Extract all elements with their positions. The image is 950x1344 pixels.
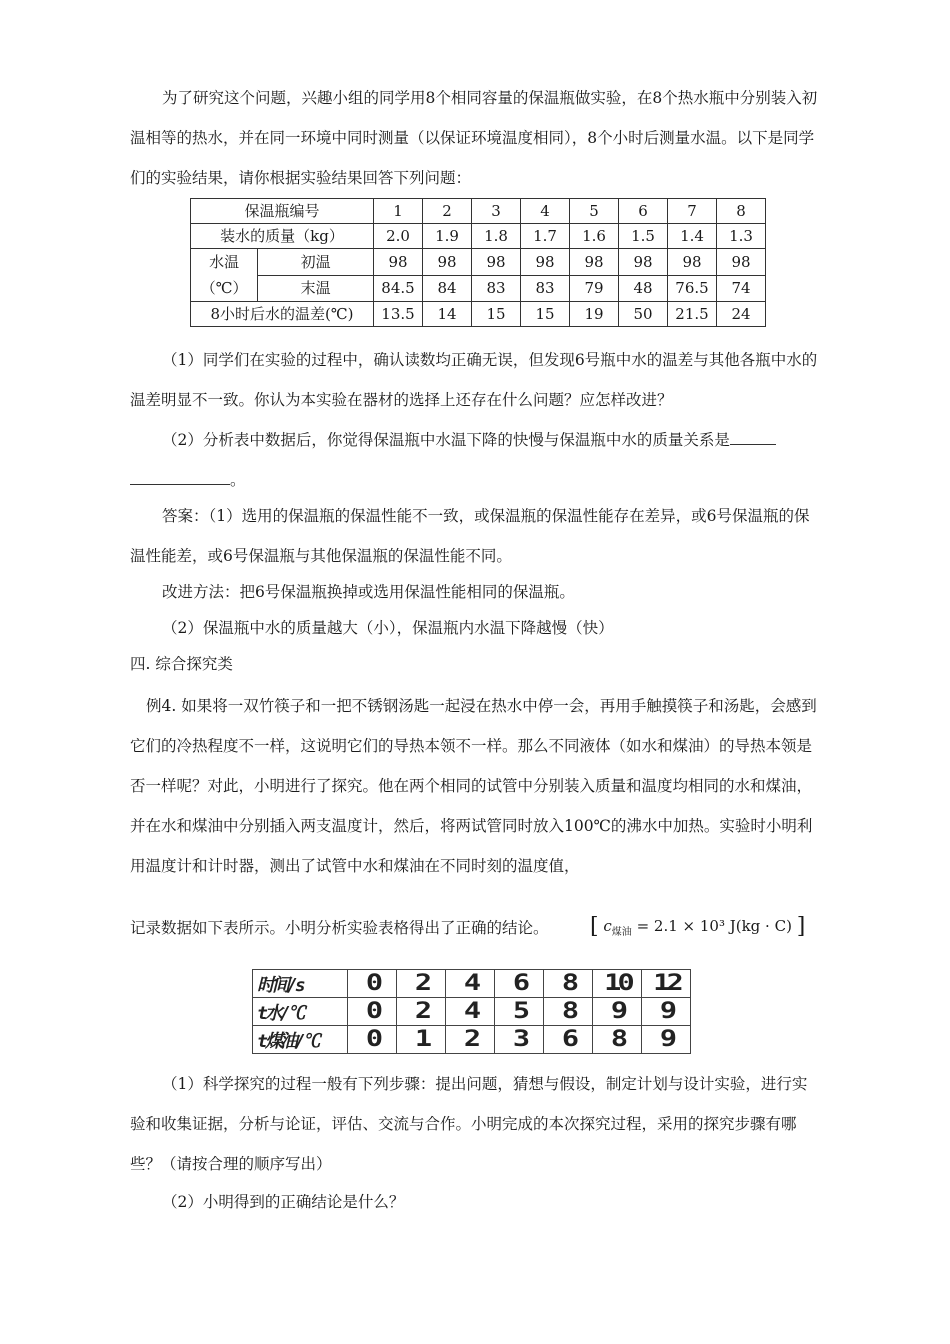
formula-c: c — [603, 917, 612, 935]
table-cell: 48 — [619, 275, 668, 302]
table-cell: 98 — [423, 249, 472, 276]
table-cell: 1.9 — [423, 224, 472, 249]
answer-blank[interactable] — [130, 466, 230, 485]
table-cell: 2.0 — [374, 224, 423, 249]
table-cell: t煤油/℃ — [253, 1026, 348, 1054]
table-cell: 98 — [717, 249, 766, 276]
water-temp-unit: （℃） — [200, 279, 248, 297]
table-cell: 0 — [340, 998, 404, 1026]
table-row — [191, 199, 766, 224]
table-cell: 4 — [521, 199, 570, 224]
table-row — [253, 998, 691, 1026]
table-cell: 8 — [536, 998, 600, 1026]
table-row — [191, 302, 766, 327]
table-cell: 9 — [634, 998, 698, 1026]
table-cell: 3 — [487, 1026, 551, 1054]
table-cell: 1.4 — [668, 224, 717, 249]
temperature-table — [252, 969, 691, 1054]
table-cell: 6 — [536, 1026, 600, 1054]
question-4: （2）小明得到的正确结论是什么？ — [162, 1193, 405, 1211]
table-row — [191, 249, 766, 276]
table-cell: 初温 — [258, 249, 374, 276]
table-cell: 84.5 — [374, 275, 423, 302]
table-cell: 2 — [389, 970, 453, 998]
table-cell: 98 — [521, 249, 570, 276]
thermos-table — [190, 198, 766, 327]
table-cell: 83 — [521, 275, 570, 302]
bracket-open: [ — [590, 914, 599, 939]
table-cell: 19 — [570, 302, 619, 327]
table-cell — [191, 249, 258, 302]
question-1: （1）同学们在实验的过程中，确认读数均正确无误，但发现6号瓶中水的温差与其他各瓶中水的温差明显不一致。你认为本实验在器材的选择上还存在什么问题？应怎样改进？ — [130, 351, 818, 409]
table-cell: 14 — [423, 302, 472, 327]
table-cell: 装水的质量（kg） — [191, 224, 374, 249]
table-cell: 2 — [389, 998, 453, 1026]
table-cell: 8 — [585, 1026, 649, 1054]
table-cell: 1.8 — [472, 224, 521, 249]
table-cell: 7 — [668, 199, 717, 224]
table-cell: 15 — [521, 302, 570, 327]
table-cell: 4 — [438, 970, 502, 998]
table-cell: 12 — [634, 970, 698, 998]
table-row — [191, 224, 766, 249]
table-cell: 2 — [423, 199, 472, 224]
table-cell: 98 — [668, 249, 717, 276]
table-cell: 2 — [438, 1026, 502, 1054]
table-cell: 84 — [423, 275, 472, 302]
table-row — [253, 1026, 691, 1054]
table-cell: 1.7 — [521, 224, 570, 249]
table-cell: 79 — [570, 275, 619, 302]
question-2-end: 。 — [230, 471, 246, 489]
table-cell: 5 — [570, 199, 619, 224]
table-cell: 10 — [585, 970, 649, 998]
table-cell: 1 — [389, 1026, 453, 1054]
table-cell: 98 — [472, 249, 521, 276]
table-cell: 74 — [717, 275, 766, 302]
table-cell: 21.5 — [668, 302, 717, 327]
table-cell: 保温瓶编号 — [191, 199, 374, 224]
water-temp-label: 水温 — [209, 253, 240, 271]
table-cell: 1.5 — [619, 224, 668, 249]
table-cell: 13.5 — [374, 302, 423, 327]
table-cell: 50 — [619, 302, 668, 327]
table-cell: 98 — [570, 249, 619, 276]
table-cell: 6 — [487, 970, 551, 998]
table-cell: 1.3 — [717, 224, 766, 249]
section-heading: 四. 综合探究类 — [130, 655, 233, 673]
table-cell: 时间/s — [253, 970, 348, 998]
improve-method: 改进方法：把6号保温瓶换掉或选用保温性能相同的保温瓶。 — [162, 583, 575, 601]
table-cell: 98 — [374, 249, 423, 276]
table-cell: 76.5 — [668, 275, 717, 302]
table-cell: 5 — [487, 998, 551, 1026]
table-cell: 0 — [340, 970, 404, 998]
specific-heat-formula — [590, 914, 805, 939]
record-text: 记录数据如下表所示。小明分析实验表格得出了正确的结论。 — [130, 919, 549, 937]
table-cell: 9 — [585, 998, 649, 1026]
question-2-cont — [130, 466, 820, 494]
formula-sub: 煤油 — [611, 927, 632, 938]
question-2-text: （2）分析表中数据后，你觉得保温瓶中水温下降的快慢与保温瓶中水的质量关系是 — [162, 431, 730, 449]
table-cell: 8小时后水的温差(℃) — [191, 302, 374, 327]
answer-paragraph: 答案：（1）选用的保温瓶的保温性能不一致，或保温瓶的保温性能存在差异，或6号保温瓶的保温性能差，或6号保温瓶与其他保温瓶的保温性能不同。 — [130, 507, 810, 565]
table-cell: 1.6 — [570, 224, 619, 249]
table-cell: 3 — [472, 199, 521, 224]
table-cell: 15 — [472, 302, 521, 327]
table-cell: 6 — [619, 199, 668, 224]
answer-blank[interactable] — [730, 426, 776, 445]
table-cell: 83 — [472, 275, 521, 302]
answer-2: （2）保温瓶中水的质量越大（小），保温瓶内水温下降越慢（快） — [162, 619, 614, 637]
table-cell: 9 — [634, 1026, 698, 1054]
table-cell: t水/℃ — [253, 998, 348, 1026]
table-cell: 1 — [374, 199, 423, 224]
question-2 — [162, 426, 820, 454]
table-row — [253, 970, 691, 998]
table-cell: 98 — [619, 249, 668, 276]
table-cell: 8 — [717, 199, 766, 224]
table-row — [191, 275, 766, 302]
example-4: 例4. 如果将一双竹筷子和一把不锈钢汤匙一起浸在热水中停一会，再用手触摸筷子和汤匙，会感到它们的冷热程度不一样，这说明它们的导热本领不一样。那么不同液体（如水和煤油）的导热本领是否一样呢？对此，小明进行了探究。他在两个相同的试管中分别装入质量和温度均相同的水和煤油，并在水和煤油中分别插入两支温度计，然后，将两试管同时放入100℃的沸水中加热。实验时小明利用温度计和计时器，测出了试管中水和煤油在不同时刻的温度值， — [130, 697, 817, 875]
question-3: （1）科学探究的过程一般有下列步骤：提出问题，猜想与假设，制定计划与设计实验，进行实验和收集证据，分析与论证，评估、交流与合作。小明完成的本次探究过程，采用的探究步骤有哪些？（请按合理的顺序写出） — [130, 1075, 808, 1173]
bracket-close: ] — [796, 914, 806, 939]
table-cell: 8 — [536, 970, 600, 998]
table-cell: 末温 — [258, 275, 374, 302]
table-cell: 4 — [438, 998, 502, 1026]
table-cell: 0 — [340, 1026, 404, 1054]
intro-paragraph: 为了研究这个问题，兴趣小组的同学用8个相同容量的保温瓶做实验，在8个热水瓶中分别装入初温相等的热水，并在同一环境中同时测量（以保证环境温度相同），8个小时后测量水温。以下是同学们的实验结果，请你根据实验结果回答下列问题： — [130, 89, 818, 187]
formula-rest: = 2.1 × 10³ J(kg · C) — [636, 917, 792, 935]
table-cell: 24 — [717, 302, 766, 327]
